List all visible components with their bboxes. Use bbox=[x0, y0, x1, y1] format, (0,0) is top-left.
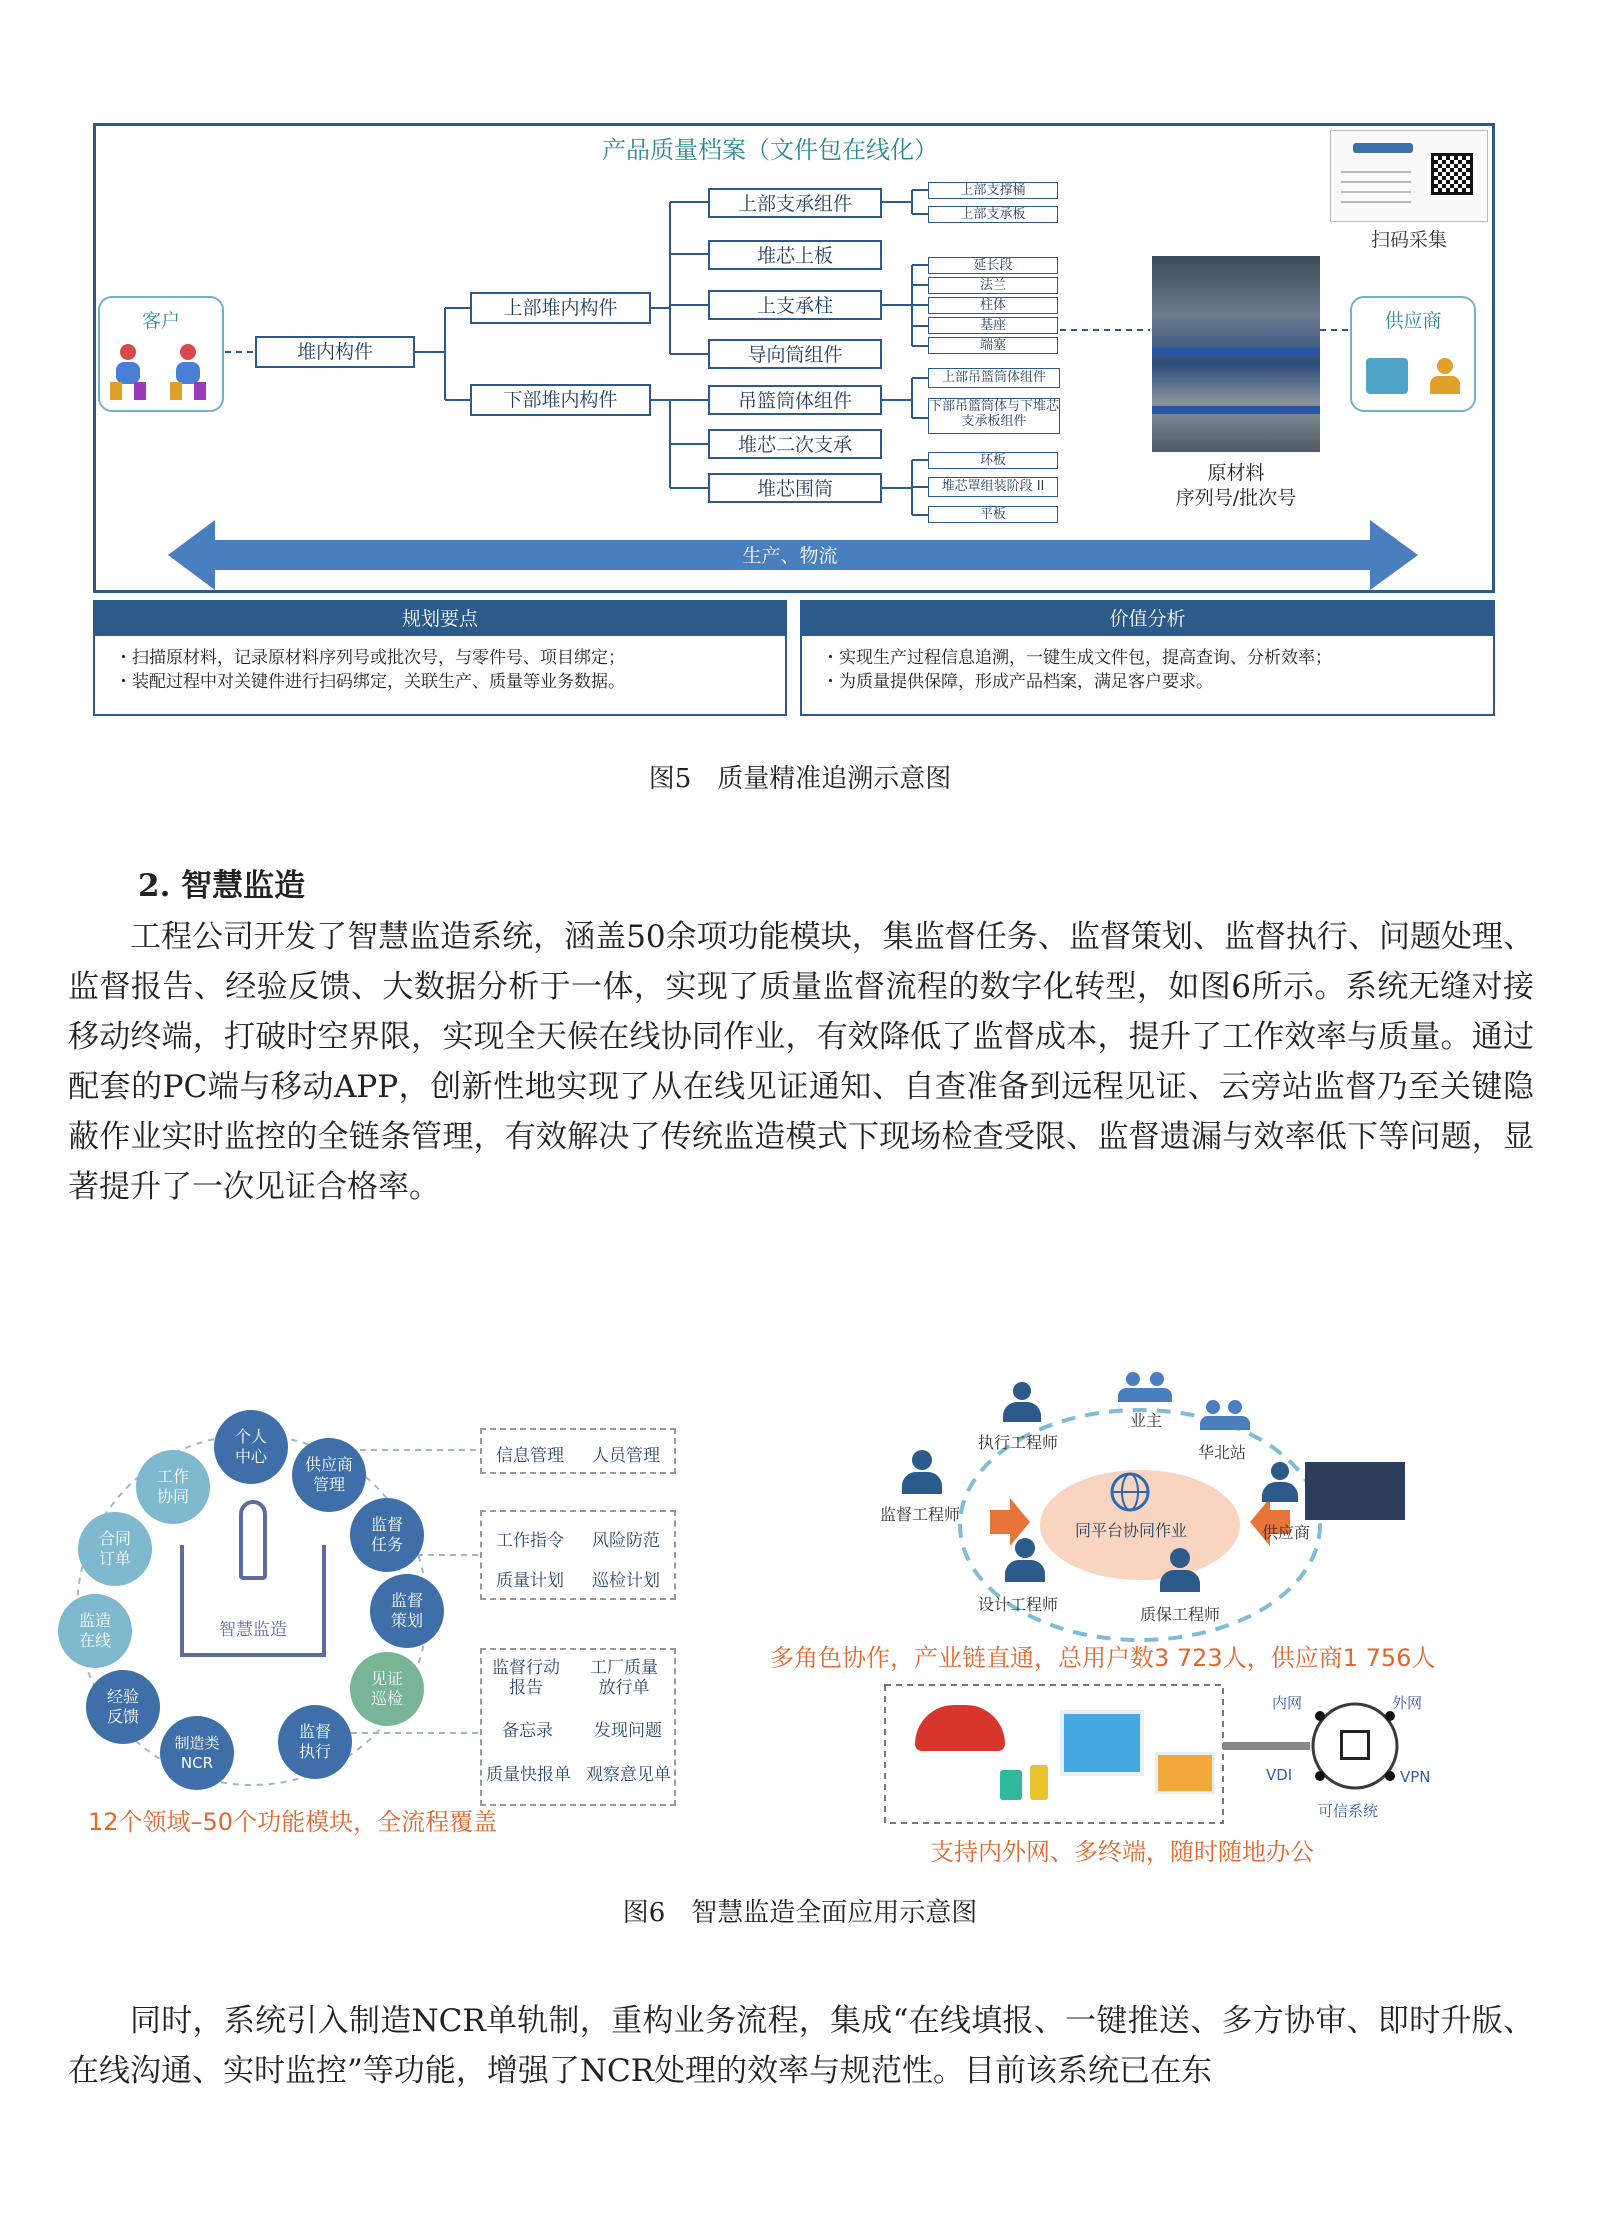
circle-contract: 合同 订单 bbox=[78, 1512, 152, 1586]
qr-text-lines bbox=[1341, 163, 1411, 203]
leaf-basket-2: 下部吊篮筒体与下堆芯支承板组件 bbox=[928, 398, 1060, 434]
module-item: 巡检计划 bbox=[592, 1571, 660, 1591]
role-qa: 质保工程师 bbox=[1140, 1605, 1221, 1624]
leaf-column-3: 柱体 bbox=[928, 297, 1058, 314]
role-supervisor: 监督工程师 bbox=[880, 1505, 961, 1524]
value-item: ・实现生产过程信息追溯，一键生成文件包，提高查询、分析效率； bbox=[822, 648, 1332, 668]
figure-5-title: 产品质量档案（文件包在线化） bbox=[602, 136, 938, 164]
rack-shelf bbox=[1152, 348, 1320, 356]
node-secondary-support: 堆芯二次支承 bbox=[708, 429, 882, 459]
arrow-label: 生产、物流 bbox=[742, 545, 838, 567]
circle-supervision-task: 监督 任务 bbox=[350, 1498, 424, 1572]
raw-material-serial: 序列号/批次号 bbox=[1175, 487, 1297, 509]
circle-collaboration: 工作 协同 bbox=[136, 1450, 210, 1524]
supervisor-icon bbox=[902, 1450, 942, 1494]
leaf-column-5: 端塞 bbox=[928, 337, 1058, 354]
module-item: 监督行动 报告 bbox=[492, 1658, 560, 1698]
left-caption: 12个领域–50个功能模块，全流程覆盖 bbox=[88, 1808, 498, 1836]
node-guide-tube: 导向筒组件 bbox=[708, 339, 882, 369]
qa-icon bbox=[1160, 1548, 1200, 1592]
net-intranet: 内网 bbox=[1272, 1694, 1303, 1712]
raw-material-label: 原材料 bbox=[1207, 462, 1265, 484]
module-item: 人员管理 bbox=[592, 1446, 660, 1466]
raw-material-photo bbox=[1152, 256, 1320, 452]
center-collab-label: 同平台协同作业 bbox=[1075, 1521, 1188, 1540]
worker-icon bbox=[1430, 358, 1460, 394]
factory-icon bbox=[1366, 358, 1408, 394]
plan-panel bbox=[93, 600, 787, 716]
figure-5 bbox=[0, 0, 1600, 800]
value-title: 价值分析 bbox=[802, 602, 1493, 636]
qr-code-icon bbox=[1431, 153, 1473, 195]
section-paragraph: 工程公司开发了智慧监造系统，涵盖50余项功能模块，集监督任务、监督策划、监督执行、问题处理、监督报告、经验反馈、大数据分析于一体，实现了质量监督流程的数字化转型，如图6所示。系统无缝对接移动终端，打破时空界限，实现全天候在线协同作业，有效降低了监督成本，提升了工作效率与质量。通过配套的PC端与移动APP，创新性地实现了从在线见证通知、自查准备到远程见证、云旁站监督乃至关键隐蔽作业实时监控的全链条管理，有效解决了传统监造模式下现场检查受限、监督遗漏与效率低下等问题，显著提升了一次见证合格率。 bbox=[68, 919, 1534, 1205]
net-trusted: 可信系统 bbox=[1318, 1802, 1379, 1820]
figure-6 bbox=[0, 1360, 1600, 1940]
module-item: 备忘录 bbox=[502, 1721, 553, 1741]
customer-label: 客户 bbox=[141, 310, 180, 332]
module-item: 观察意见单 bbox=[586, 1765, 671, 1785]
trusted-device-icon bbox=[1340, 1730, 1370, 1760]
node-core-upper-plate: 堆芯上板 bbox=[708, 240, 882, 270]
circle-witness-inspection: 见证 巡检 bbox=[350, 1652, 424, 1726]
tablet-icon bbox=[1030, 1765, 1048, 1800]
leaf-shroud-3: 平板 bbox=[928, 506, 1058, 523]
qr-card bbox=[1330, 130, 1488, 222]
customer-people-icon bbox=[108, 338, 218, 404]
monitor-rocket-icon bbox=[180, 1545, 326, 1657]
supplier-person-icon bbox=[1262, 1462, 1298, 1502]
circle-personal-center: 个人 中心 bbox=[214, 1410, 288, 1484]
leaf-column-1: 延长段 bbox=[928, 257, 1058, 274]
module-item: 风险防范 bbox=[592, 1531, 660, 1551]
leaf-shroud-1: 环板 bbox=[928, 452, 1058, 469]
circle-supervision-exec: 监督 执行 bbox=[278, 1705, 352, 1779]
module-item: 工厂质量 放行单 bbox=[590, 1658, 658, 1698]
leaf-column-4: 基座 bbox=[928, 317, 1058, 334]
qr-logo-icon bbox=[1353, 143, 1413, 153]
center-label: 智慧监造 bbox=[219, 1620, 287, 1640]
role-design: 设计工程师 bbox=[978, 1595, 1059, 1614]
value-item: ・为质量提供保障，形成产品档案，满足客户要求。 bbox=[822, 672, 1213, 692]
circle-supervision-plan: 监督 策划 bbox=[370, 1574, 444, 1648]
scan-label: 扫码采集 bbox=[1370, 229, 1447, 251]
plan-title: 规划要点 bbox=[95, 602, 785, 636]
rack-shelf bbox=[1152, 406, 1320, 414]
rocket-icon bbox=[239, 1500, 267, 1580]
net-vdi: VDI bbox=[1266, 1766, 1293, 1784]
monitor-icon bbox=[1060, 1710, 1144, 1776]
plan-item: ・扫描原材料，记录原材料序列号或批次号，与零件号、项目绑定； bbox=[115, 648, 625, 668]
module-group-1 bbox=[480, 1428, 676, 1474]
section-heading: 2. 智慧监造 bbox=[138, 868, 306, 904]
module-item: 工作指令 bbox=[496, 1531, 564, 1551]
leaf-column-2: 法兰 bbox=[928, 277, 1058, 294]
leaf-shroud-2: 堆芯罩组装阶段 II bbox=[928, 477, 1058, 497]
role-exec: 执行工程师 bbox=[978, 1433, 1059, 1452]
module-item: 质量计划 bbox=[496, 1571, 564, 1591]
node-inner-component: 堆内构件 bbox=[255, 336, 415, 368]
role-supplier: 供应商 bbox=[1262, 1523, 1311, 1542]
owner-icon bbox=[1118, 1372, 1172, 1402]
role-owner: 业主 bbox=[1130, 1411, 1163, 1430]
node-basket: 吊篮筒体组件 bbox=[708, 385, 882, 415]
circle-online: 监造 在线 bbox=[58, 1594, 132, 1668]
node-upper-column: 上支承柱 bbox=[708, 290, 882, 320]
supplier-panel bbox=[1350, 296, 1476, 412]
module-group-3 bbox=[480, 1648, 676, 1806]
module-item: 信息管理 bbox=[496, 1446, 564, 1466]
net-extranet: 外网 bbox=[1392, 1694, 1423, 1712]
node-lower: 下部堆内构件 bbox=[470, 384, 651, 416]
laptop-icon bbox=[1155, 1752, 1215, 1794]
design-icon bbox=[1005, 1538, 1045, 1582]
module-item: 质量快报单 bbox=[486, 1765, 571, 1785]
closing-paragraph: 同时，系统引入制造NCR单轨制，重构业务流程，集成“在线填报、一键推送、多方协审、即时升版、在线沟通、实时监控”等功能，增强了NCR处理的效率与规范性。目前该系统已在东 bbox=[68, 2003, 1534, 2089]
circle-ncr: 制造类 NCR bbox=[160, 1716, 234, 1790]
figure-5-caption: 图5 质量精准追溯示意图 bbox=[648, 764, 952, 794]
north-station-icon bbox=[1200, 1400, 1250, 1430]
leaf-support-1: 上部支撑桶 bbox=[928, 182, 1058, 199]
person-icon bbox=[1003, 1382, 1041, 1422]
net-vpn: VPN bbox=[1400, 1768, 1431, 1786]
right-caption-2: 支持内外网、多终端，随时随地办公 bbox=[930, 1838, 1314, 1866]
value-panel bbox=[800, 600, 1495, 716]
leaf-support-2: 上部支承板 bbox=[928, 206, 1058, 223]
phone-icon bbox=[1000, 1770, 1022, 1800]
module-item: 发现问题 bbox=[594, 1721, 662, 1741]
customer-panel bbox=[98, 296, 224, 412]
figure-6-caption: 图6 智慧监造全面应用示意图 bbox=[622, 1898, 978, 1928]
right-caption-1: 多角色协作，产业链直通，总用户数3 723人，供应商1 756人 bbox=[770, 1644, 1436, 1672]
supplier-label: 供应商 bbox=[1384, 310, 1442, 332]
factory-icon bbox=[1305, 1462, 1405, 1520]
module-group-2 bbox=[480, 1510, 676, 1600]
plan-item: ・装配过程中对关键件进行扫码绑定，关联生产、质量等业务数据。 bbox=[115, 672, 625, 692]
circle-experience: 经验 反馈 bbox=[86, 1670, 160, 1744]
leaf-basket-1: 上部吊篮筒体组件 bbox=[928, 368, 1060, 388]
node-upper-support: 上部支承组件 bbox=[708, 188, 882, 218]
node-upper: 上部堆内构件 bbox=[470, 292, 651, 324]
role-north: 华北站 bbox=[1198, 1443, 1247, 1462]
node-core-shroud: 堆芯围筒 bbox=[708, 473, 882, 503]
circle-supplier-mgmt: 供应商 管理 bbox=[292, 1438, 366, 1512]
